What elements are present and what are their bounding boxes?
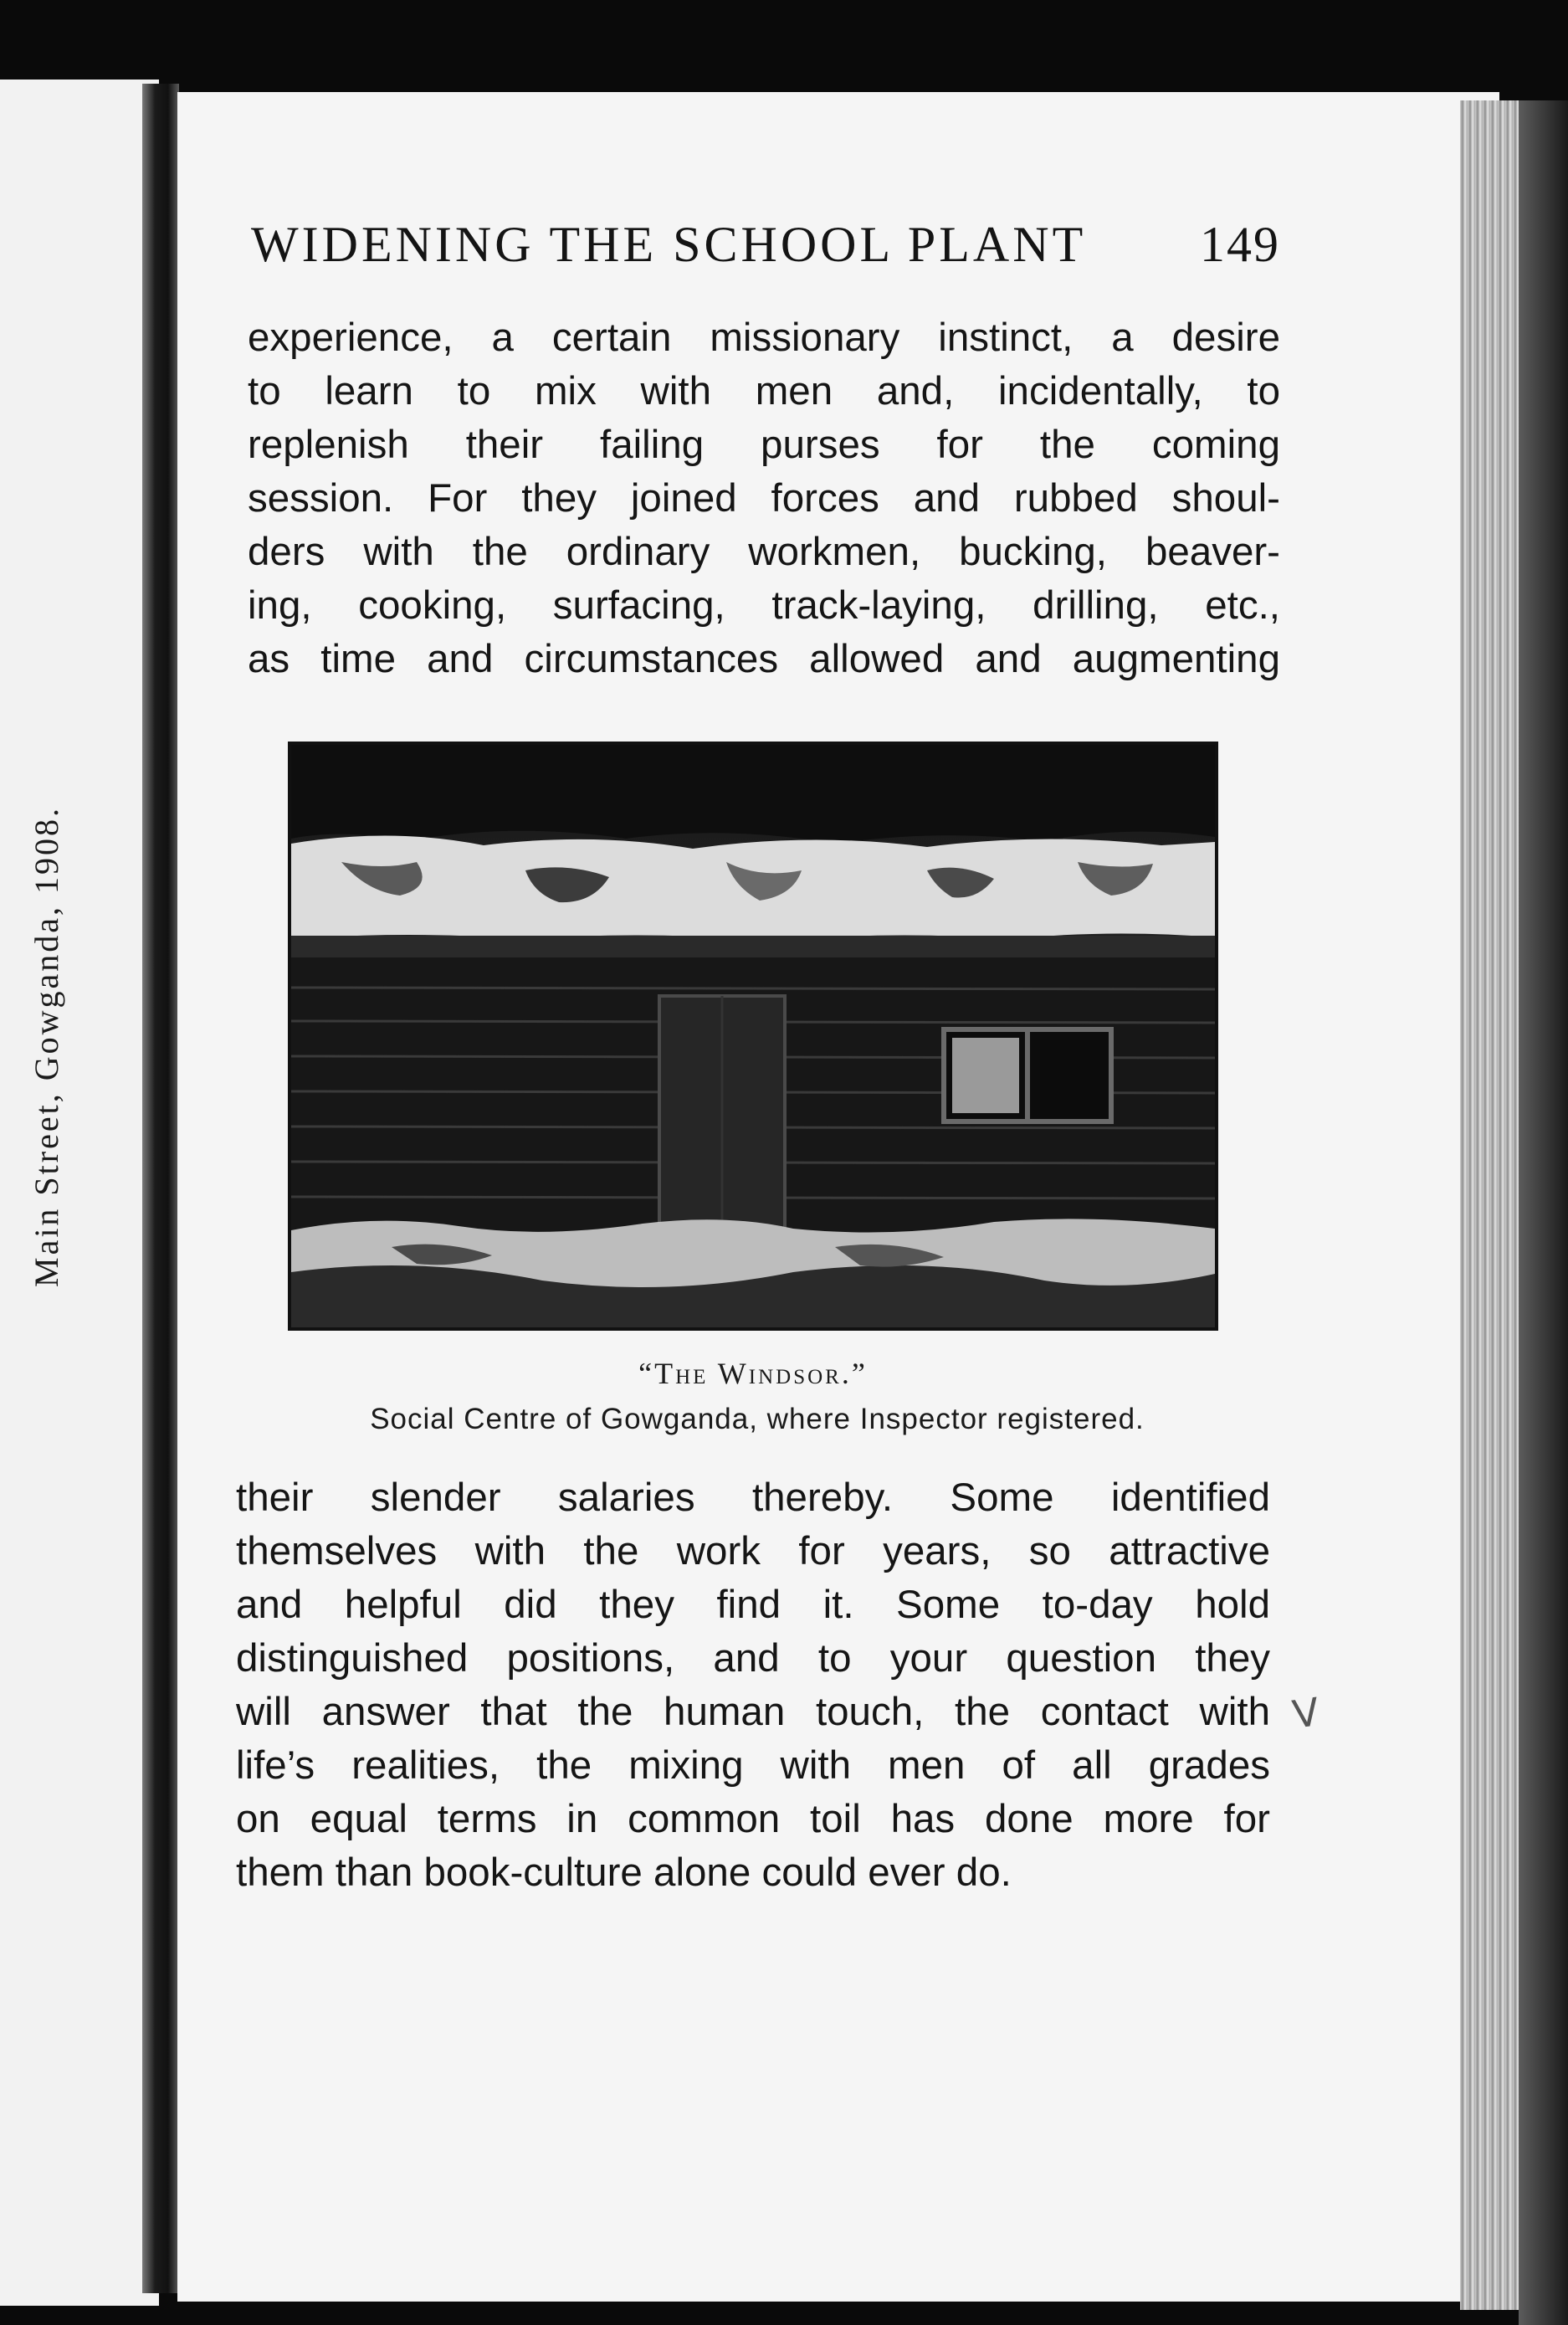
figure-title: “The Windsor.” (638, 1357, 868, 1390)
pencil-margin-mark: V (1289, 1689, 1323, 1737)
log-cabin-photo (291, 745, 1215, 1327)
page-number: 149 (1200, 217, 1280, 272)
text-line: their slender salaries thereby. Some identified (236, 1476, 1270, 1520)
text-line: session. For they joined forces and rubbed shoul- (248, 476, 1280, 521)
text-line: ders with the ordinary workmen, bucking, beaver- (248, 530, 1280, 574)
figure-caption: Social Centre of Gowganda, where Inspector registered. (370, 1403, 1145, 1435)
book-gutter (142, 84, 179, 2293)
page-stack-shadow (1519, 100, 1568, 2325)
text-line: them than book-culture alone could ever do. (236, 1850, 1012, 1895)
text-line: distinguished positions, and to your question they (236, 1636, 1270, 1681)
text-line: themselves with the work for years, so attractive (236, 1529, 1270, 1573)
text-line: on equal terms in common toil has done more for (236, 1797, 1270, 1841)
text-line: ing, cooking, surfacing, track-laying, drilling, etc., (248, 583, 1280, 628)
paragraph-bottom (236, 1471, 1270, 1900)
text-line: experience, a certain missionary instinct, a desire (248, 316, 1280, 360)
page-stack-edge (1460, 100, 1519, 2310)
text-line: and helpful did they find it. Some to-day hold (236, 1583, 1270, 1627)
text-line: replenish their failing purses for the coming (248, 423, 1280, 467)
text-line: to learn to mix with men and, incidentally, to (248, 369, 1280, 413)
plate-caption-vertical: Main Street, Gowganda, 1908. (28, 805, 65, 1287)
text-line: will answer that the human touch, the contact with (236, 1690, 1270, 1734)
text-line: as time and circumstances allowed and augmenting (248, 637, 1280, 681)
photograph-log-cabin (288, 742, 1218, 1331)
paragraph-top (248, 311, 1280, 686)
running-head-title: WIDENING THE SCHOOL PLANT (251, 217, 1087, 272)
running-head (251, 216, 1280, 274)
text-line: life’s realities, the mixing with men of all grades (236, 1743, 1270, 1788)
